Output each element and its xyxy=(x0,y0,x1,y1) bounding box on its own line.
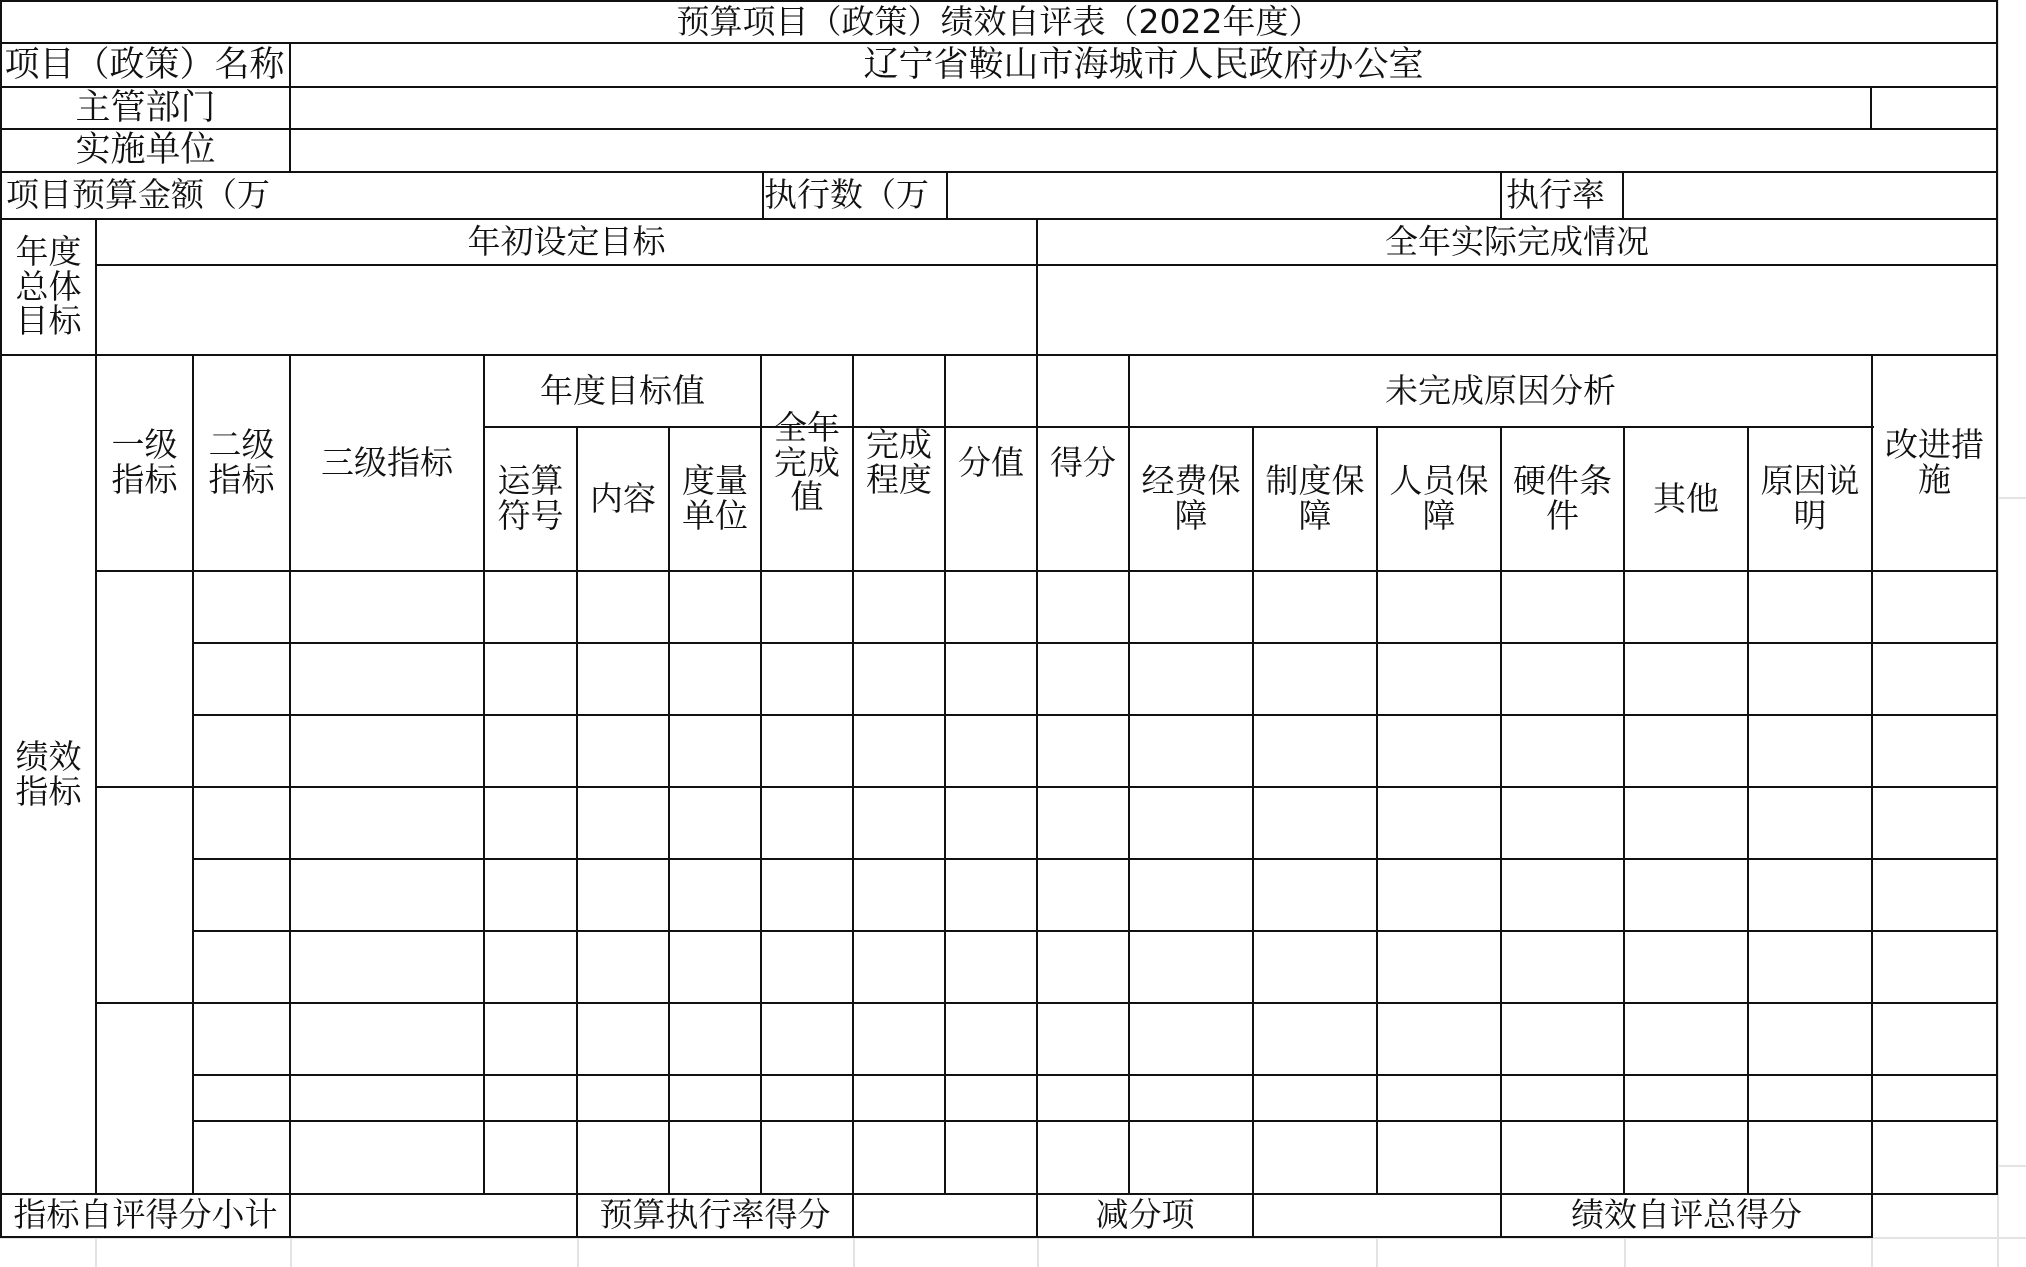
border-h xyxy=(193,714,1998,716)
gridline xyxy=(95,1237,97,1267)
executed-amount-label: 执行数（万 xyxy=(764,175,929,215)
implementing-unit-label: 实施单位 xyxy=(75,130,216,171)
budget-rate-score-label: 预算执行率得分 xyxy=(599,1195,831,1235)
implementing-unit-value[interactable] xyxy=(291,130,1996,171)
border-h xyxy=(193,858,1998,860)
execution-rate-label: 执行率 xyxy=(1506,175,1605,215)
reason-header: 原因说 明 xyxy=(1760,461,1860,535)
hardware-header: 硬件条 件 xyxy=(1513,461,1612,535)
department-label: 主管部门 xyxy=(75,88,216,128)
full-year-value-header: 全年 完成 值 xyxy=(774,408,840,517)
level1-indicator-header: 一级指标 xyxy=(111,425,178,499)
actual-completion-header: 全年实际完成情况 xyxy=(1385,221,1649,261)
border-h xyxy=(96,1002,1998,1004)
border-h xyxy=(193,642,1998,644)
level3-indicator-header: 三级指标 xyxy=(321,442,453,482)
budget-amount-label: 项目预算金额（万 xyxy=(6,175,270,215)
gridline xyxy=(1037,1237,1039,1267)
budget-rate-score-value[interactable] xyxy=(854,1195,1036,1236)
subtotal-label: 指标自评得分小计 xyxy=(13,1195,278,1235)
border-h xyxy=(0,171,1998,173)
funding-header: 经费保 障 xyxy=(1141,461,1241,535)
gridline xyxy=(577,1237,579,1267)
gridline xyxy=(1997,1165,2026,1167)
form-title: 预算项目（政策）绩效自评表（2022年度） xyxy=(676,2,1322,41)
border-v xyxy=(1996,0,1998,1195)
score-value-header: 分值 xyxy=(958,442,1024,482)
gridline xyxy=(1997,497,2026,499)
score-header: 得分 xyxy=(1050,442,1116,482)
department-value[interactable] xyxy=(291,88,1870,128)
border-h xyxy=(96,786,1998,788)
border-v xyxy=(1622,171,1624,219)
border-h xyxy=(193,930,1998,932)
deductions-label: 减分项 xyxy=(1095,1195,1195,1235)
actual-completion-value[interactable] xyxy=(1038,266,1996,354)
system-header: 制度保 障 xyxy=(1265,461,1365,535)
incomplete-analysis-header: 未完成原因分析 xyxy=(1385,370,1616,410)
gridline xyxy=(1376,1237,1378,1267)
project-name-value[interactable]: 辽宁省鞍山市海城市人民政府办公室 xyxy=(863,44,1424,85)
border-v xyxy=(1870,86,1872,130)
completion-degree-header: 完成 程度 xyxy=(866,425,932,499)
personnel-header: 人员保 障 xyxy=(1389,461,1489,535)
improvement-header: 改进措 施 xyxy=(1885,425,1984,499)
deductions-value[interactable] xyxy=(1254,1195,1500,1236)
gridline xyxy=(1871,1237,1873,1267)
annual-goal-label: 年度 总体 目标 xyxy=(15,232,82,341)
gridline xyxy=(1624,1237,1626,1267)
border-h xyxy=(193,1120,1998,1122)
operator-header: 运算 符号 xyxy=(497,461,564,535)
total-score-label: 绩效自评总得分 xyxy=(1571,1195,1802,1235)
border-h xyxy=(96,570,1998,572)
initial-target-header: 年初设定目标 xyxy=(467,221,666,261)
border-v xyxy=(1500,171,1502,219)
gridline xyxy=(853,1237,855,1267)
border-h xyxy=(193,1074,1998,1076)
border-h xyxy=(0,1236,1872,1238)
initial-target-value[interactable] xyxy=(97,266,1036,354)
subtotal-value[interactable] xyxy=(291,1195,576,1236)
other-header: 其他 xyxy=(1653,478,1719,518)
border-v xyxy=(946,171,948,219)
unit-of-measure-header: 度量 单位 xyxy=(682,461,748,535)
gridline xyxy=(290,1237,292,1267)
level2-indicator-header: 二级指标 xyxy=(208,425,275,499)
project-name-label: 项目（政策）名称 xyxy=(4,44,285,85)
performance-indicators-label: 绩效 指标 xyxy=(15,736,82,811)
content-header: 内容 xyxy=(590,478,656,518)
annual-target-value-header: 年度目标值 xyxy=(540,370,705,410)
